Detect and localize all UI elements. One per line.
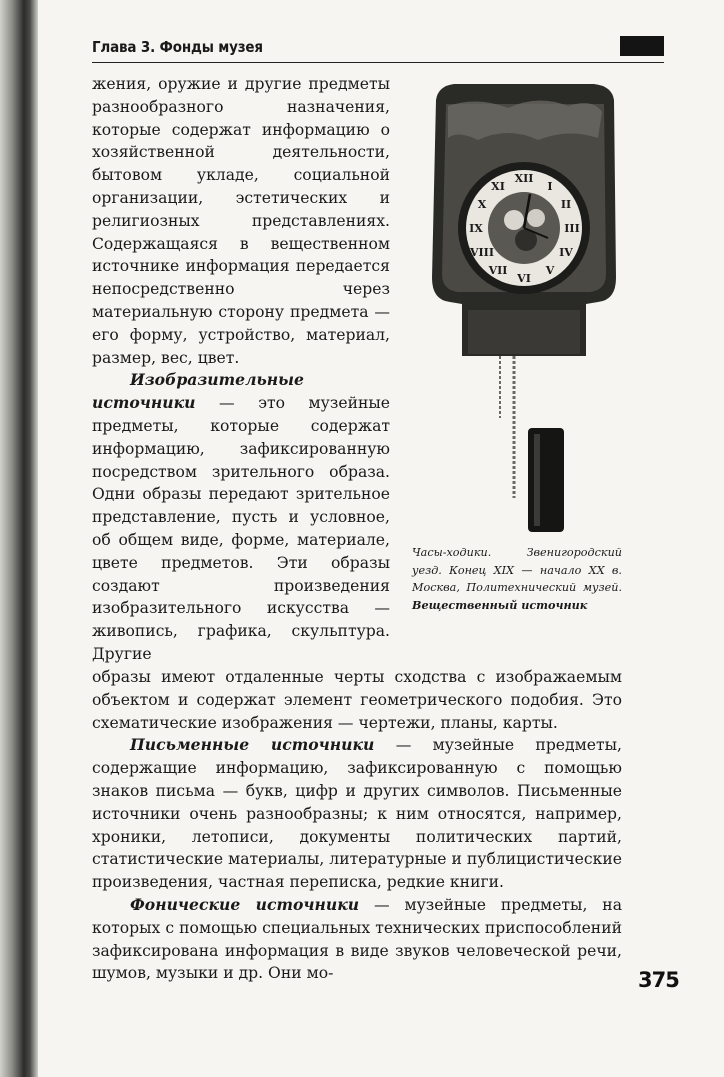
phonic-sources-text: — музейные предметы, на которых с помощью специальных технических приспособлений зафиксирована информация в виде звуков человеческой речи, шумов, музыки и др. Они мо- bbox=[92, 895, 622, 983]
svg-text:VII: VII bbox=[488, 264, 508, 277]
written-sources-text: — музейные предметы, содержащие информацию, зафиксированную с помощью знаков письма — букв, цифр и других символов. Письменные источники очень разнообразны; к ним относятся, например, хроники, летописи, документы политических партий, статистические материалы, литературные и публицистические произведения, частная переписка, редкие книги. bbox=[92, 736, 622, 892]
header-marker-block bbox=[620, 36, 664, 56]
svg-text:VI: VI bbox=[517, 272, 531, 285]
svg-text:II: II bbox=[560, 198, 572, 211]
term-written-sources: Письменные источники bbox=[130, 735, 375, 755]
paragraph-phonic-sources bbox=[92, 894, 622, 985]
svg-text:IV: IV bbox=[559, 246, 573, 259]
svg-text:V: V bbox=[545, 264, 555, 277]
left-column-text bbox=[92, 73, 390, 666]
page-number: 375 bbox=[638, 968, 679, 992]
svg-text:III: III bbox=[564, 222, 580, 235]
paragraph-material-sources: жения, оружие и другие предметы разнообразного назначения, которые содержат информацию о хозяйственной деятельности, бытовом укладе, социальной организации, эстетических и религиозных представлениях. Содержащаяся в вещественном источнике информация передается непосредственно через материальную сторону предмета — его форму, устройство, материал, размер, вес, цвет. bbox=[92, 75, 390, 367]
paragraph-visual-sources bbox=[92, 369, 390, 665]
wall-clock-photo bbox=[418, 78, 630, 538]
running-header bbox=[92, 36, 664, 63]
paragraph-written-sources bbox=[92, 734, 622, 894]
svg-text:IX: IX bbox=[469, 222, 483, 235]
caption-text: Часы-ходики. Звенигородский уезд. Конец XIX — начало XX в. Москва, Политехнический музей. bbox=[412, 546, 622, 594]
caption-category: Вещественный источник bbox=[412, 597, 588, 612]
svg-text:X: X bbox=[477, 198, 487, 211]
figure-caption bbox=[412, 544, 622, 614]
term-visual-sources: Изобразительные источники bbox=[92, 370, 304, 413]
term-phonic-sources: Фонические источники bbox=[130, 894, 360, 914]
svg-text:I: I bbox=[547, 180, 553, 193]
paragraph-visual-sources-continued: образы имеют отдаленные черты сходства с изображаемым объектом и содержат элемент геометрического подобия. Это схематические изображения — чертежи, планы, карты. bbox=[92, 668, 622, 732]
full-width-text bbox=[92, 666, 622, 985]
svg-text:XII: XII bbox=[514, 172, 534, 185]
running-title: Глава 3. Фонды музея bbox=[92, 38, 263, 56]
svg-text:VIII: VIII bbox=[470, 246, 494, 259]
book-spine-shadow bbox=[0, 0, 38, 1077]
visual-sources-text: — это музейные предметы, которые содержат информацию, зафиксированную посредством зрительного образа. Одни образы передают зрительное представление, пусть и условное, об общем виде, форме, материале, цвете предметов. Эти образы создают произведения изобразительного искусства — живопись, графика, скульптура. Другие bbox=[92, 394, 390, 663]
svg-text:XI: XI bbox=[491, 180, 505, 193]
